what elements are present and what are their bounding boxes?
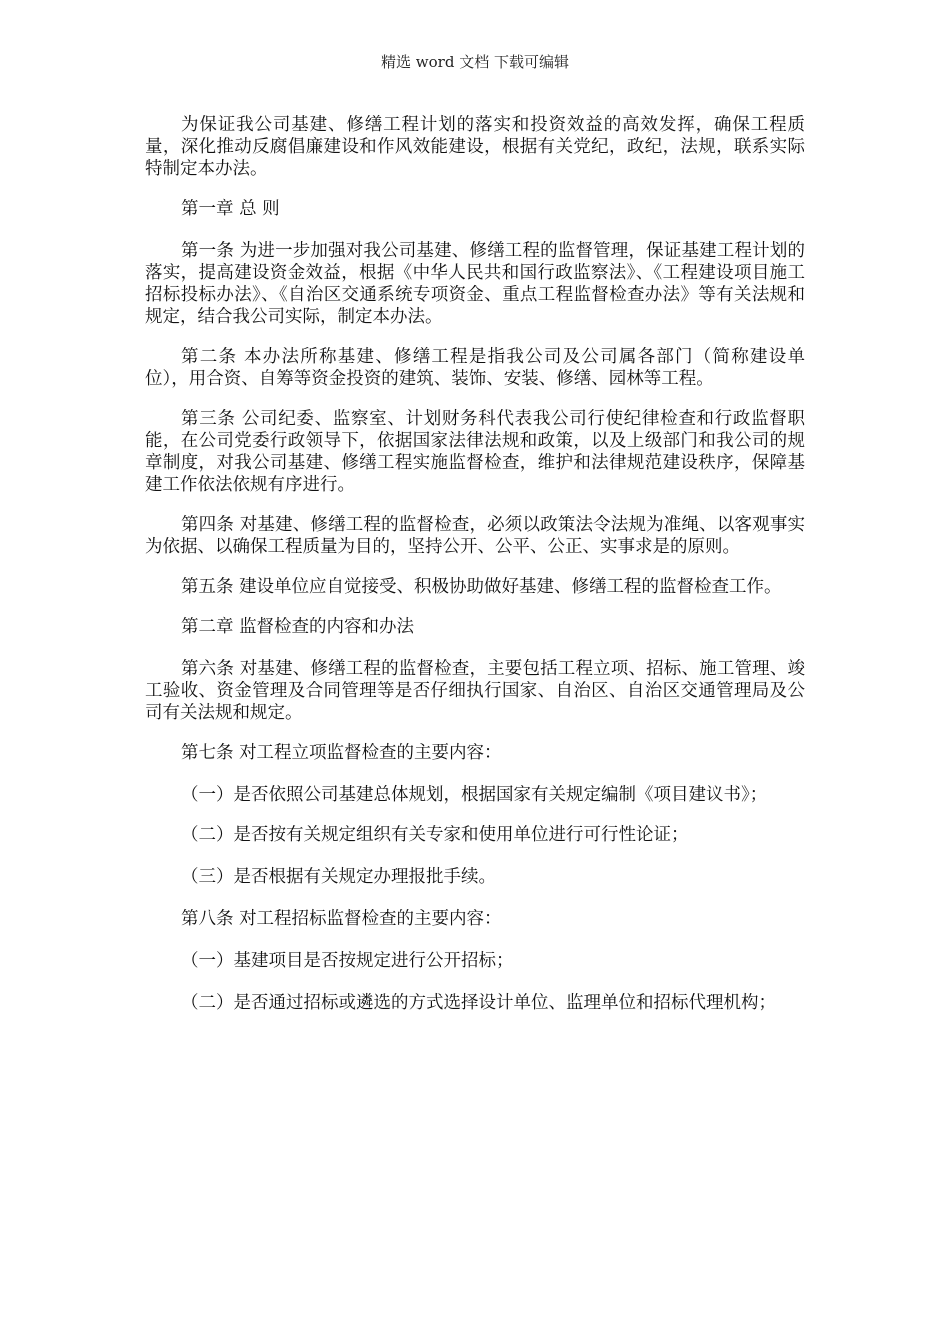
article-paragraph: 第一条 为进一步加强对我公司基建、修缮工程的监督管理，保证基建工程计划的落实，提高建设资金效益，根据《中华人民共和国行政监察法》、《工程建设项目施工招标投标办法》、《自治区交通系统专项资金、重点工程监督检查办法》等有关法规和规定，结合我公司实际，制定本办法。 [145, 241, 805, 327]
article-paragraph: 第六条 对基建、修缮工程的监督检查，主要包括工程立项、招标、施工管理、竣工验收、资金管理及合同管理等是否仔细执行国家、自治区、自治区交通管理局及公司有关法规和规定。 [145, 659, 805, 723]
intro-paragraph: 为保证我公司基建、修缮工程计划的落实和投资效益的高效发挥，确保工程质量，深化推动反腐倡廉建设和作风效能建设，根据有关党纪，政纪，法规，联系实际特制定本办法。 [145, 115, 805, 179]
article-paragraph: 第七条 对工程立项监督检查的主要内容： [181, 743, 502, 763]
list-item: （二）是否按有关规定组织有关专家和使用单位进行可行性论证； [181, 825, 689, 845]
document-body [145, 114, 805, 1032]
list-item: （三）是否根据有关规定办理报批手续。 [181, 867, 496, 887]
article-paragraph: 第三条 公司纪委、监察室、计划财务科代表我公司行使纪律检查和行政监督职能，在公司党委行政领导下，依据国家法律法规和政策，以及上级部门和我公司的规章制度，对我公司基建、修缮工程实施监督检查，维护和法律规范建设秩序，保障基建工作依法依规有序进行。 [145, 409, 805, 495]
article-paragraph: 第四条 对基建、修缮工程的监督检查，必须以政策法令法规为准绳、以客观事实为依据、以确保工程质量为目的，坚持公开、公平、公正、实事求是的原则。 [145, 515, 805, 557]
article-paragraph: 第八条 对工程招标监督检查的主要内容： [181, 909, 502, 929]
chapter-heading: 第一章 总 则 [181, 199, 280, 219]
list-item: （二）是否通过招标或遴选的方式选择设计单位、监理单位和招标代理机构； [181, 993, 776, 1013]
article-paragraph: 第五条 建设单位应自觉接受、积极协助做好基建、修缮工程的监督检查工作。 [181, 577, 782, 597]
article-paragraph: 第二条 本办法所称基建、修缮工程是指我公司及公司属各部门（简称建设单位），用合资、自筹等资金投资的建筑、装饰、安装、修缮、园林等工程。 [145, 347, 805, 389]
list-item: （一）基建项目是否按规定进行公开招标； [181, 951, 514, 971]
chapter-heading: 第二章 监督检查的内容和办法 [181, 617, 415, 637]
page-header: 精选 word 文档 下载可编辑 [381, 53, 569, 71]
list-item: （一）是否依照公司基建总体规划，根据国家有关规定编制《项目建议书》； [181, 785, 768, 805]
